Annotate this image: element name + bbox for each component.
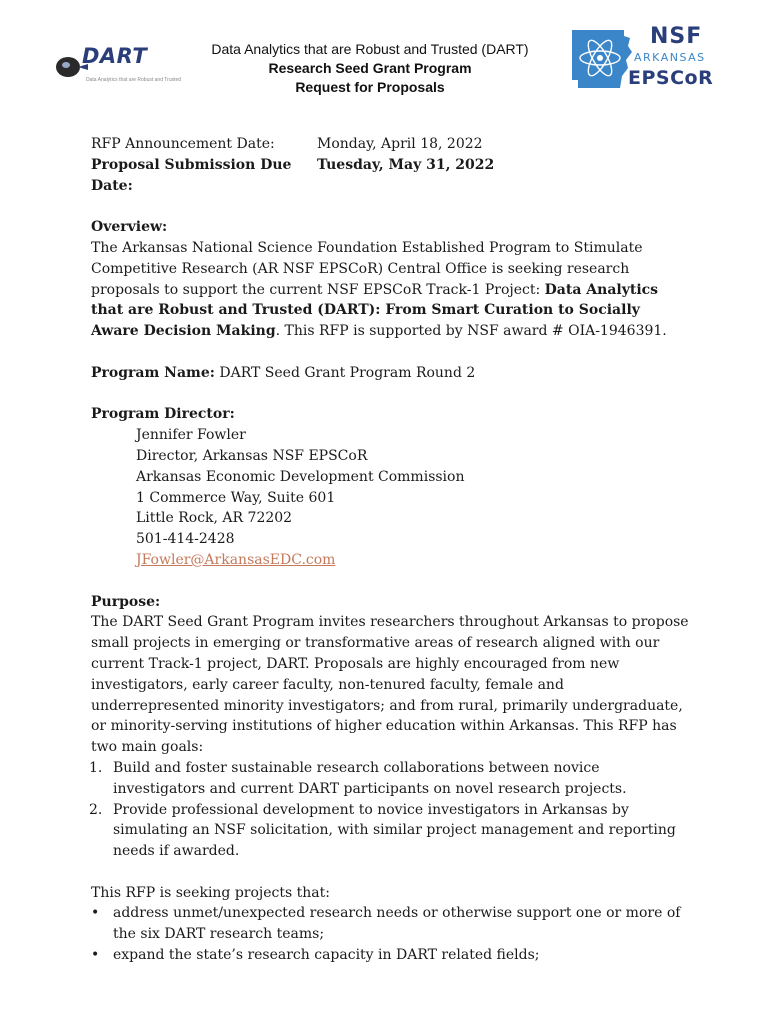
director-email-link[interactable]: JFowler@ArkansasEDC.com (136, 551, 336, 568)
title-line-program: Research Seed Grant Program (268, 60, 472, 76)
program-name-row (91, 363, 691, 384)
program-name-value: DART Seed Grant Program Round 2 (219, 364, 476, 381)
document-header (0, 0, 770, 110)
due-date-label: Proposal Submission Due Date: (91, 156, 292, 194)
dart-logo (52, 46, 182, 94)
goals-list (91, 758, 691, 862)
director-address-line2: Little Rock, AR 72202 (136, 510, 293, 527)
title-line-rfp: Request for Proposals (295, 79, 445, 95)
list-item (91, 800, 691, 862)
announcement-date-row (91, 134, 691, 155)
epscor-logo-text: EPSCoR (628, 67, 714, 89)
seeking-list (91, 903, 691, 965)
dart-logo-word: DART (82, 44, 148, 68)
program-director-contact (91, 425, 691, 571)
list-item (91, 945, 691, 966)
announcement-date-label: RFP Announcement Date: (91, 136, 275, 152)
director-address-line1: 1 Commerce Way, Suite 601 (136, 489, 336, 506)
bullet-text: address unmet/unexpected research needs or otherwise support one or more of the six DART research teams; (113, 905, 681, 943)
bullet-text: expand the state’s research capacity in DART related fields; (113, 947, 540, 964)
due-date-row (91, 155, 691, 197)
director-phone: 501-414-2428 (136, 531, 235, 548)
title-line-program-full-name: Data Analytics that are Robust and Trusted (DART) (211, 41, 529, 57)
director-organization: Arkansas Economic Development Commission (136, 468, 465, 485)
program-director-heading: Program Director: (91, 406, 235, 423)
seeking-intro: This RFP is seeking projects that: (91, 884, 330, 901)
goal-number: 1. (89, 759, 103, 776)
goal-number: 2. (89, 801, 103, 818)
bullet-icon: • (91, 947, 100, 964)
program-name-label: Program Name: (91, 364, 215, 381)
bullet-icon: • (91, 905, 100, 922)
goal-text: Provide professional development to novice investigators in Arkansas by simulating an NSF solicitation, with similar project management and reporting needs if awarded. (113, 801, 676, 860)
overview-paragraph (91, 238, 691, 342)
document-title (185, 40, 555, 97)
dart-logo-tagline: Data Analytics that are Robust and Trusted (86, 77, 182, 83)
purpose-paragraph: The DART Seed Grant Program invites researchers throughout Arkansas to propose small projects in emerging or transformative areas of research aligned with our current Track-1 project, DART. Proposals are highly encouraged from new investigators, early career faculty, non-tenured faculty, female and underrepresented minority investigators; and from rural, primarily undergraduate, or minority-serving institutions of higher education within Arkansas. This RFP has two main goals: (91, 614, 689, 756)
due-date-value: Tuesday, May 31, 2022 (317, 156, 495, 173)
overview-text-b: . This RFP is supported by NSF award # OIA-1946391. (275, 323, 667, 340)
key-dates (91, 134, 691, 196)
overview-heading: Overview: (91, 219, 168, 236)
announcement-date-value: Monday, April 18, 2022 (317, 136, 483, 152)
arkansas-logo-text: ARKANSAS (634, 51, 706, 64)
nsf-logo-text: NSF (650, 24, 703, 49)
overview-project-title: Data Analytics that are Robust and Trusted (DART): From Smart Curation to Socially Aware Decision Making (91, 281, 659, 340)
director-title: Director, Arkansas NSF EPSCoR (136, 447, 368, 464)
purpose-heading: Purpose: (91, 593, 161, 610)
goal-text: Build and foster sustainable research collaborations between novice investigators and current DART participants on novel research projects. (113, 759, 627, 797)
list-item (91, 903, 691, 945)
document-body (91, 134, 691, 966)
list-item (91, 758, 691, 800)
overview-text-a: The Arkansas National Science Foundation Established Program to Stimulate Competitive Research (AR NSF EPSCoR) Central Office is seeking research proposals to support the current NSF EPSCoR Track-1 Project: (91, 239, 643, 298)
nsf-epscor-logo (570, 24, 714, 96)
director-name: Jennifer Fowler (136, 427, 246, 444)
arkansas-state-icon (570, 26, 636, 92)
